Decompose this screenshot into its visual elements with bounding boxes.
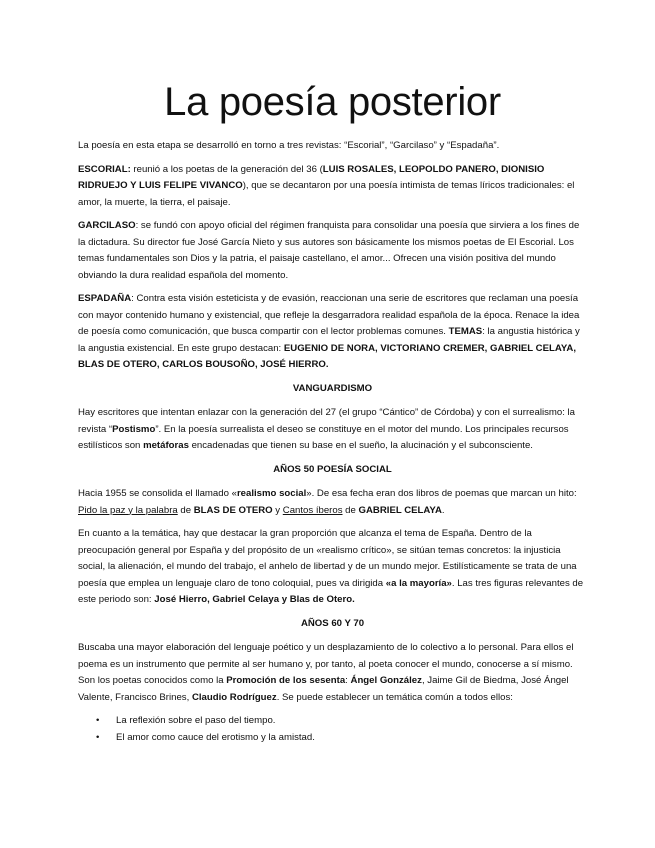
social-paragraph-2: En cuanto a la temática, hay que destacar la gran proporción que alcanza el tema de España. Dentro de la preocupación general por España y del propósito de un «realismo crítico», se sitúan temas concretos: la injusticia social, la alienación, el mundo del trabajo, el anhelo de libertad y de un mundo mejor. Estilísticamente se trata de una poesía que emplea un lenguaje claro de tono coloquial, pues va dirigida «a la mayoría». Las tres figuras relevantes de este periodo son: José Hierro, Gabriel Celaya y Blas de Otero.	[78, 528, 584, 605]
social-heading: AÑOS 50 POESÍA SOCIAL	[273, 463, 392, 475]
bullet-icon: •	[96, 715, 100, 726]
bullet-icon: •	[96, 731, 100, 743]
sixties-paragraph: Buscaba una mayor elaboración del lenguaje poético y un desplazamiento de lo colectivo a lo personal. Para ellos el poema es un instrumento que permite al ser humano y, por tanto, al poeta conocer el mundo, conocerse a sí mismo. Son los poetas conocidos como la Promoción de los sesenta: Ángel González, Jaime Gil de Biedma, José Ángel Valente, Francisco Brines, Claudio Rodríguez. Se puede establecer un temática común a todos ellos:	[78, 642, 574, 703]
vanguardismo-paragraph: Hay escritores que intentan enlazar con la generación del 27 (el grupo “Cántico” de Córdoba) y con el surrealismo: la revista “Postismo”. En la poesía surrealista el deseo se constituye en el motor del mundo. Los principales recursos estilísticos son metáforas encadenadas que tienen su base en el sueño, la alucinación y el subconsciente.	[78, 407, 576, 451]
author-1: BLAS DE OTERO	[193, 504, 273, 516]
postismo-term: Postismo	[112, 423, 156, 435]
list-item: • La reflexión sobre el paso del tiempo.	[116, 713, 587, 730]
temas-label: TEMAS	[448, 326, 483, 337]
author-2: GABRIEL CELAYA	[358, 504, 442, 516]
espadana-poets: EUGENIO DE NORA, VICTORIANO CREMER, GABRIEL CELAYA, BLAS DE OTERO, CARLOS BOUSOÑO, JOSÉ HIERRO.	[78, 342, 576, 370]
book-title-2: Cantos íberos	[282, 504, 343, 516]
page-title: La poesía posterior	[164, 80, 501, 124]
vanguardismo-heading: VANGUARDISMO	[292, 382, 373, 394]
social-figures: José Hierro, Gabriel Celaya y Blas de Otero.	[154, 594, 355, 605]
intro-paragraph: La poesía en esta etapa se desarrolló en torno a tres revistas: “Escorial”, “Garcilaso” y “Espadaña”.	[78, 140, 500, 151]
mayoria-term: «a la mayoría»	[385, 577, 452, 589]
list-item: • El amor como cauce del erotismo y la amistad.	[116, 730, 587, 747]
realismo-term: realismo social	[236, 488, 307, 499]
escorial-label: ESCORIAL:	[78, 163, 131, 175]
garcilaso-label: GARCILASO	[78, 220, 136, 231]
book-title-1: Pido la paz y la palabra	[78, 504, 178, 516]
espadana-label: ESPADAÑA	[78, 293, 132, 304]
promocion-term: Promoción de los sesenta	[226, 675, 346, 686]
social-paragraph-1: Hacia 1955 se consolida el llamado «realismo social». De esa fecha eran dos libros de poemas que marcan un hito: Pido la paz y la palabra de BLAS DE OTERO y Cantos íberos de GABRIEL CELAYA.	[78, 488, 577, 516]
escorial-paragraph: ESCORIAL: reunió a los poetas de la generación del 36 (LUIS ROSALES, LEOPOLDO PANERO, DIONISIO RIDRUEJO Y LUIS FELIPE VIVANCO), que se decantaron por una poesía intimista de temas líricos tradicionales: el amor, la muerte, la tierra, el paisaje.	[78, 163, 575, 208]
themes-list	[78, 713, 587, 746]
metaforas-term: metáforas	[143, 440, 189, 451]
claudio-rodriguez: Claudio Rodríguez	[191, 691, 277, 703]
angel-gonzalez: Ángel González	[350, 675, 422, 686]
sixties-heading: AÑOS 60 Y 70	[300, 617, 365, 629]
espadana-paragraph: ESPADAÑA: Contra esta visión esteticista y de evasión, reaccionan una serie de escritores que reclaman una poesía con mayor contenido humano y existencial, que refleje la desgarradora realidad española de la época. Renace la idea de poesía como comunicación, que busca compartir con el lector problemas comunes. TEMAS: la angustia histórica y la angustia existencial. En este grupo destacan: EUGENIO DE NORA, VICTORIANO CREMER, GABRIEL CELAYA, BLAS DE OTERO, CARLOS BOUSOÑO, JOSÉ HIERRO.	[78, 293, 580, 370]
garcilaso-paragraph: GARCILASO: se fundó con apoyo oficial del régimen franquista para consolidar una poesía que sirviera a los fines de la dictadura. Su director fue José García Nieto y sus autores son básicamente los mismos poetas de El Escorial. Los temas fundamentales son Dios y la patria, el paisaje castellano, el amor... Ofrecen una visión positiva del mundo obviando la dura realidad española del momento.	[78, 220, 580, 281]
escorial-poets: LUIS ROSALES, LEOPOLDO PANERO, DIONISIO RIDRUEJO Y LUIS FELIPE VIVANCO	[78, 163, 545, 191]
